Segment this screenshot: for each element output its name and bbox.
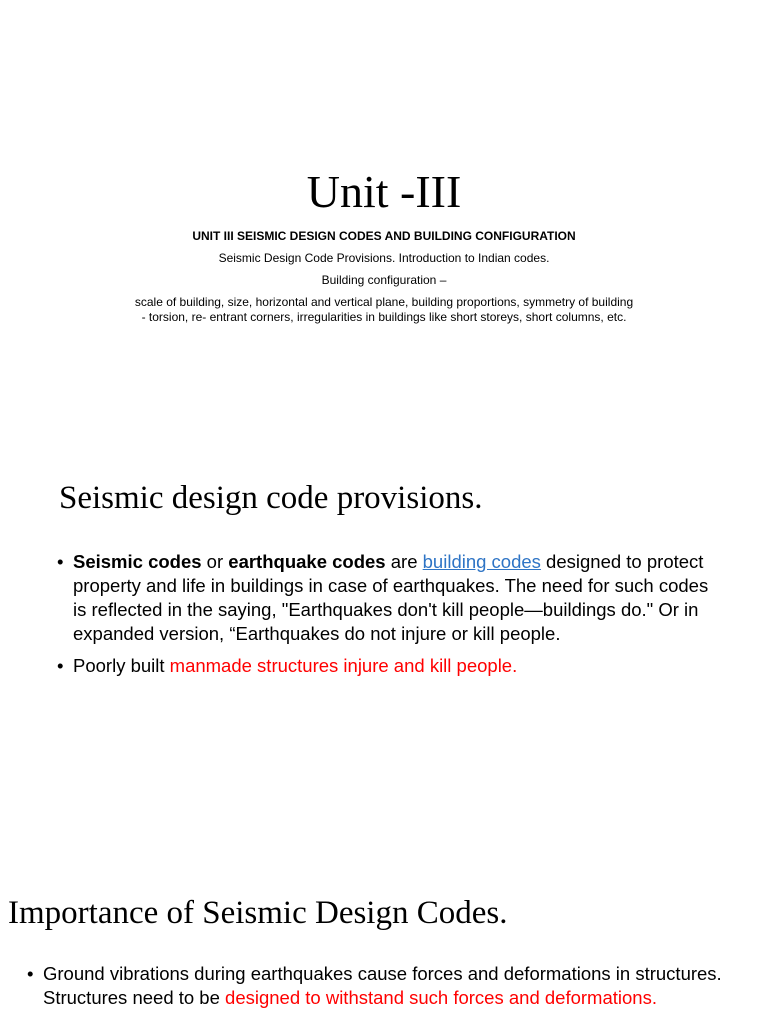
bullet-text: Ground vibrations during earthquakes cause forces and deformations in structures. Structures need to be	[43, 963, 722, 1008]
bullet-text: or	[201, 551, 229, 572]
bullet-icon: •	[57, 551, 64, 572]
subtitle-line-configuration: Building configuration –	[321, 273, 447, 287]
bullet-text: Poorly built	[73, 655, 170, 676]
slide-title: Seismic design code provisions.	[59, 480, 483, 516]
bold-term-earthquake-codes: earthquake codes	[228, 551, 386, 572]
subtitle-line-torsion: - torsion, re- entrant corners, irregularities in buildings like short storeys, short columns, etc.	[141, 310, 627, 324]
bullet-item-ground-vibrations	[27, 962, 727, 1010]
subtitle-line-scale: scale of building, size, horizontal and vertical plane, building proportions, symmetry of building	[134, 295, 634, 309]
emphasis-text: designed to withstand such forces and deformations.	[225, 987, 657, 1008]
bullet-icon: •	[27, 963, 34, 984]
bullet-list	[27, 962, 727, 1018]
building-codes-link[interactable]: building codes	[422, 551, 541, 572]
bullet-list	[57, 550, 717, 686]
slide-importance	[0, 864, 768, 1024]
bullet-item-poorly-built	[57, 654, 717, 678]
bold-term-seismic-codes: Seismic codes	[73, 551, 202, 572]
bullet-icon: •	[57, 655, 64, 676]
slide-unit-iii	[0, 0, 768, 432]
slide-subtitle-block	[60, 229, 708, 325]
emphasis-text: manmade structures injure and kill people.	[169, 655, 518, 676]
bullet-item-seismic-codes	[57, 550, 717, 646]
bullet-text: designed to protect property and life in buildings in case of earthquakes. The need for such codes is reflected in the saying, "Earthquakes don't kill people—buildings do." Or in expanded version, “Earthquakes do not injure or kill people.	[73, 551, 709, 644]
slide-title: Importance of Seismic Design Codes.	[8, 895, 508, 931]
slide-seismic-provisions	[0, 432, 768, 864]
unit-heading: UNIT III SEISMIC DESIGN CODES AND BUILDING CONFIGURATION	[192, 229, 576, 243]
subtitle-line-provisions: Seismic Design Code Provisions. Introduction to Indian codes.	[218, 251, 550, 265]
bullet-text: are	[385, 551, 423, 572]
slide-title: Unit -III	[306, 166, 462, 217]
